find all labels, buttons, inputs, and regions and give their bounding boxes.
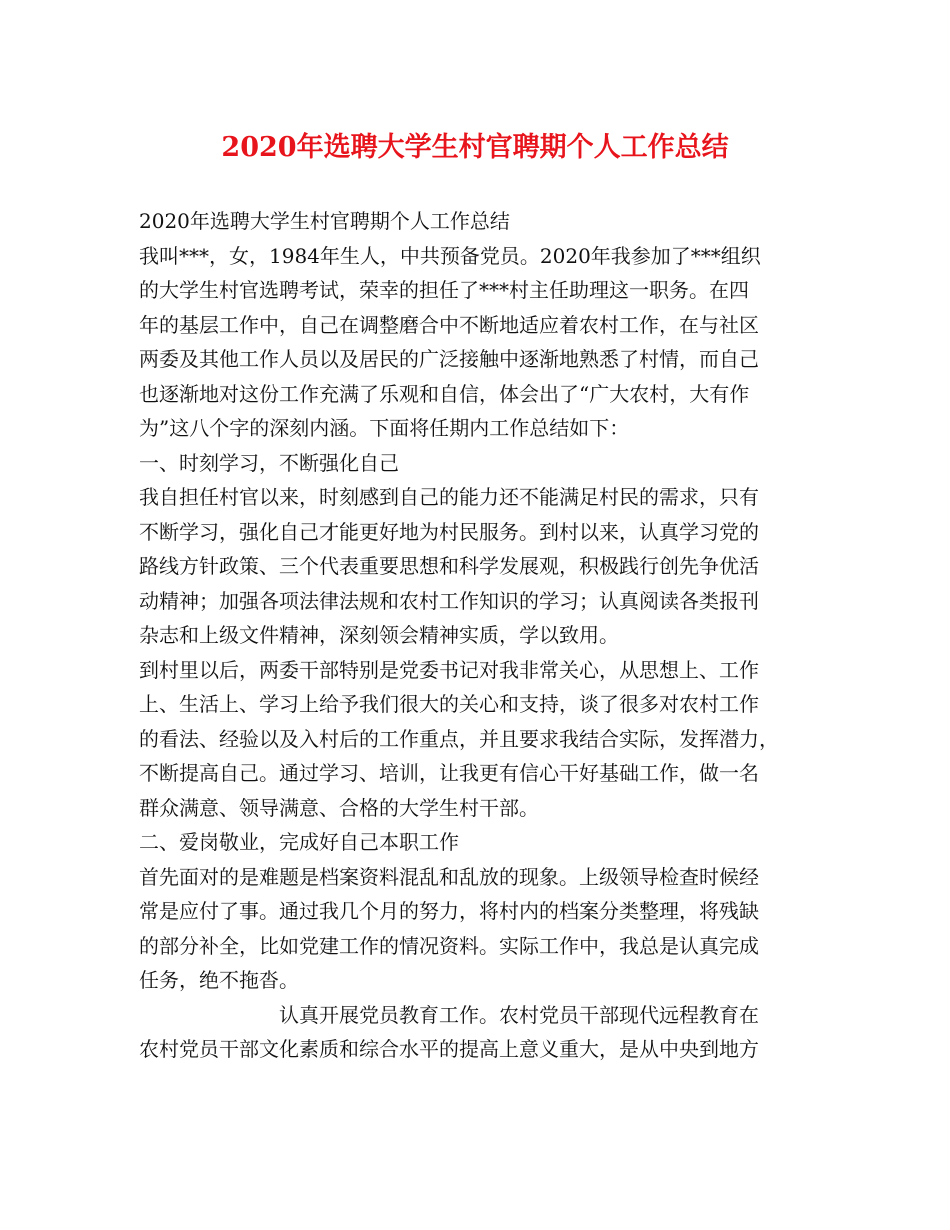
section-heading: 一、时刻学习，不断强化自己 (139, 450, 399, 475)
text-line: 任务，绝不拖沓。 (139, 968, 299, 992)
text-line: 到村里以后，两委干部特别是党委书记对我非常关心，从思想上、工作 (139, 657, 759, 682)
text-line: 我叫***，女，1984年生人，中共预备党员。2020年我参加了***组织 (139, 243, 761, 268)
text-line: 也逐渐地对这份工作充满了乐观和自信，体会出了“广大农村，大有作 (139, 381, 750, 406)
text-line: 不断学习，强化自己才能更好地为村民服务。到村以来，认真学习党的 (139, 519, 759, 544)
text-line: 年的基层工作中，自己在调整磨合中不断地适应着农村工作，在与社区 (139, 312, 759, 337)
text-line: 的部分补全，比如党建工作的情况资料。实际工作中，我总是认真完成 (139, 933, 759, 958)
text-line: 不断提高自己。通过学习、培训，让我更有信心干好基础工作，做一名 (139, 761, 759, 785)
text-line: 动精神；加强各项法律法规和农村工作知识的学习；认真阅读各类报刊 (139, 588, 759, 613)
text-line: 认真开展党员教育工作。农村党员干部现代远程教育在 (279, 1002, 759, 1027)
text-line: 2020年选聘大学生村官聘期个人工作总结 (139, 209, 510, 233)
document-title: 2020年选聘大学生村官聘期个人工作总结 (221, 132, 729, 163)
text-line: 首先面对的是难题是档案资料混乱和乱放的现象。上级领导检查时候经 (139, 864, 759, 889)
text-line: 的看法、经验以及入村后的工作重点，并且要求我结合实际，发挥潜力， (139, 726, 779, 751)
text-line: 为”这八个字的深刻内涵。下面将任期内工作总结如下： (139, 416, 630, 440)
section-heading: 二、爱岗敬业，完成好自己本职工作 (139, 830, 459, 854)
text-line: 常是应付了事。通过我几个月的努力，将村内的档案分类整理，将残缺 (139, 899, 759, 923)
text-line: 两委及其他工作人员以及居民的广泛接触中逐渐地熟悉了村情，而自己 (139, 347, 759, 371)
text-line: 的大学生村官选聘考试，荣幸的担任了***村主任助理这一职务。在四 (139, 278, 749, 302)
text-line: 路线方针政策、三个代表重要思想和科学发展观，积极践行创先争优活 (139, 554, 759, 578)
text-line: 农村党员干部文化素质和综合水平的提高上意义重大，是从中央到地方 (139, 1037, 759, 1061)
text-line: 我自担任村官以来，时刻感到自己的能力还不能满足村民的需求，只有 (139, 485, 759, 509)
text-line: 杂志和上级文件精神，深刻领会精神实质，学以致用。 (139, 623, 619, 647)
text-line: 上、生活上、学习上给予我们很大的关心和支持，谈了很多对农村工作 (139, 692, 759, 716)
document-body (139, 204, 829, 1067)
text-line: 群众满意、领导满意、合格的大学生村干部。 (139, 795, 539, 820)
